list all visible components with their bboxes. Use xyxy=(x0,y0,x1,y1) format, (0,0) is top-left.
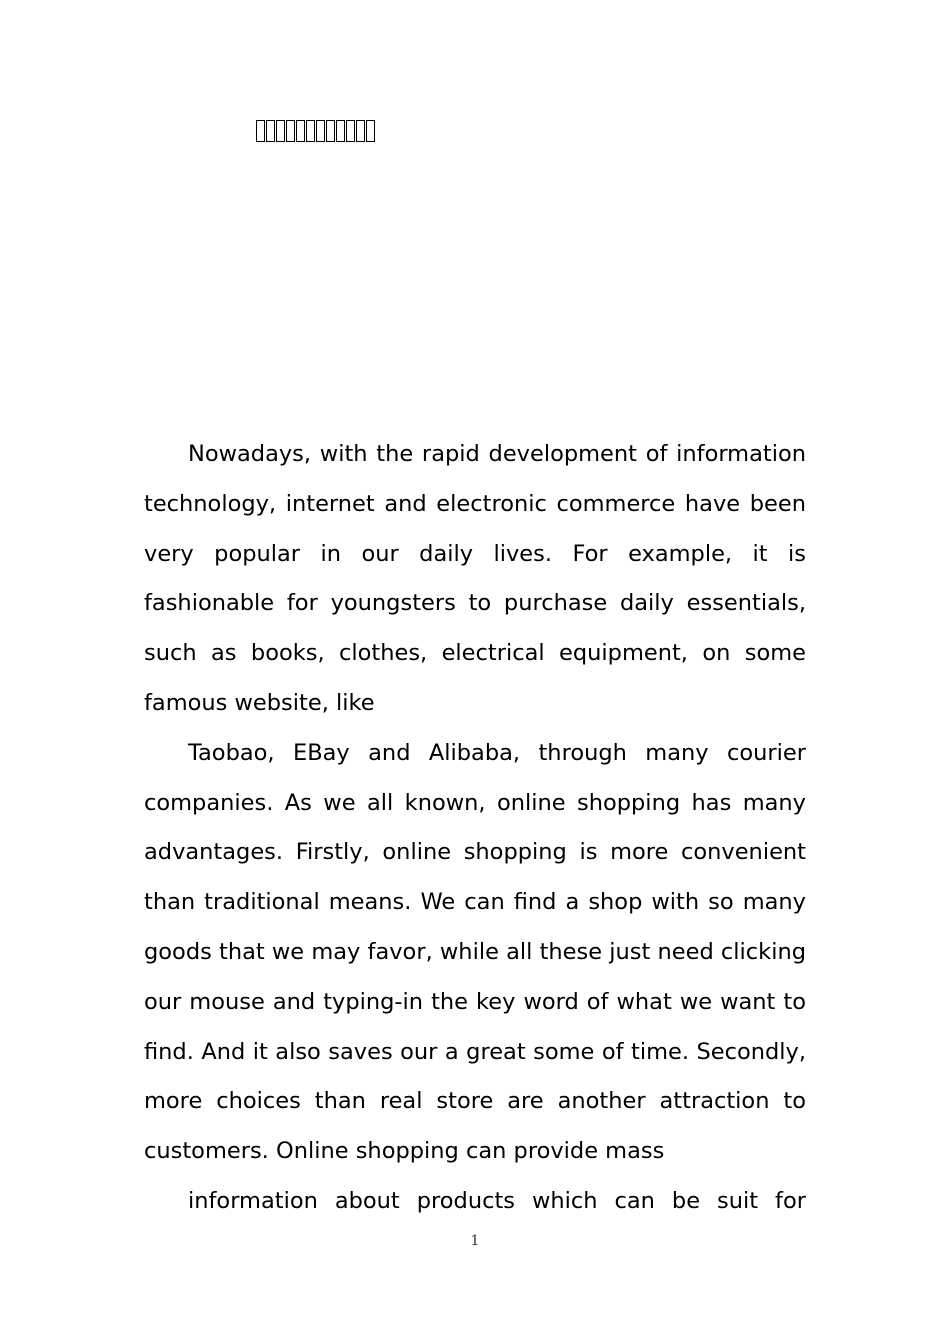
missing-glyph-box xyxy=(336,120,345,142)
paragraph-3: information about products which can be suit for xyxy=(188,1187,806,1214)
missing-glyph-box xyxy=(296,120,305,142)
missing-glyph-box xyxy=(286,120,295,142)
missing-glyph-box xyxy=(256,120,265,142)
missing-glyph-box xyxy=(266,120,275,142)
document-body xyxy=(144,430,806,1227)
missing-glyph-box xyxy=(276,120,285,142)
document-title-missing-glyphs xyxy=(256,120,375,146)
missing-glyph-box xyxy=(316,120,325,142)
missing-glyph-box xyxy=(356,120,365,142)
paragraph-2: Taobao, EBay and Alibaba, through many courier companies. As we all known, online shopping has many advantages. Firstly, online shopping is more convenient than traditional means. We can find a shop with so many goods that we may favor, while all these just need clicking our mouse and typing-in the key word of what we want to find. And it also saves our a great some of time. Secondly, more choices than real store are another attraction to customers. Online shopping can provide mass xyxy=(144,739,806,1165)
missing-glyph-box xyxy=(306,120,315,142)
paragraph-1: Nowadays, with the rapid development of information technology, internet and electronic commerce have been very popular in our daily lives. For example, it is fashionable for youngsters to purchase daily essentials, such as books, clothes, electrical equipment, on some famous website, like xyxy=(144,441,806,716)
missing-glyph-box xyxy=(346,120,355,142)
missing-glyph-box xyxy=(366,120,375,142)
missing-glyph-box xyxy=(326,120,335,142)
page-number: 1 xyxy=(470,1233,480,1249)
